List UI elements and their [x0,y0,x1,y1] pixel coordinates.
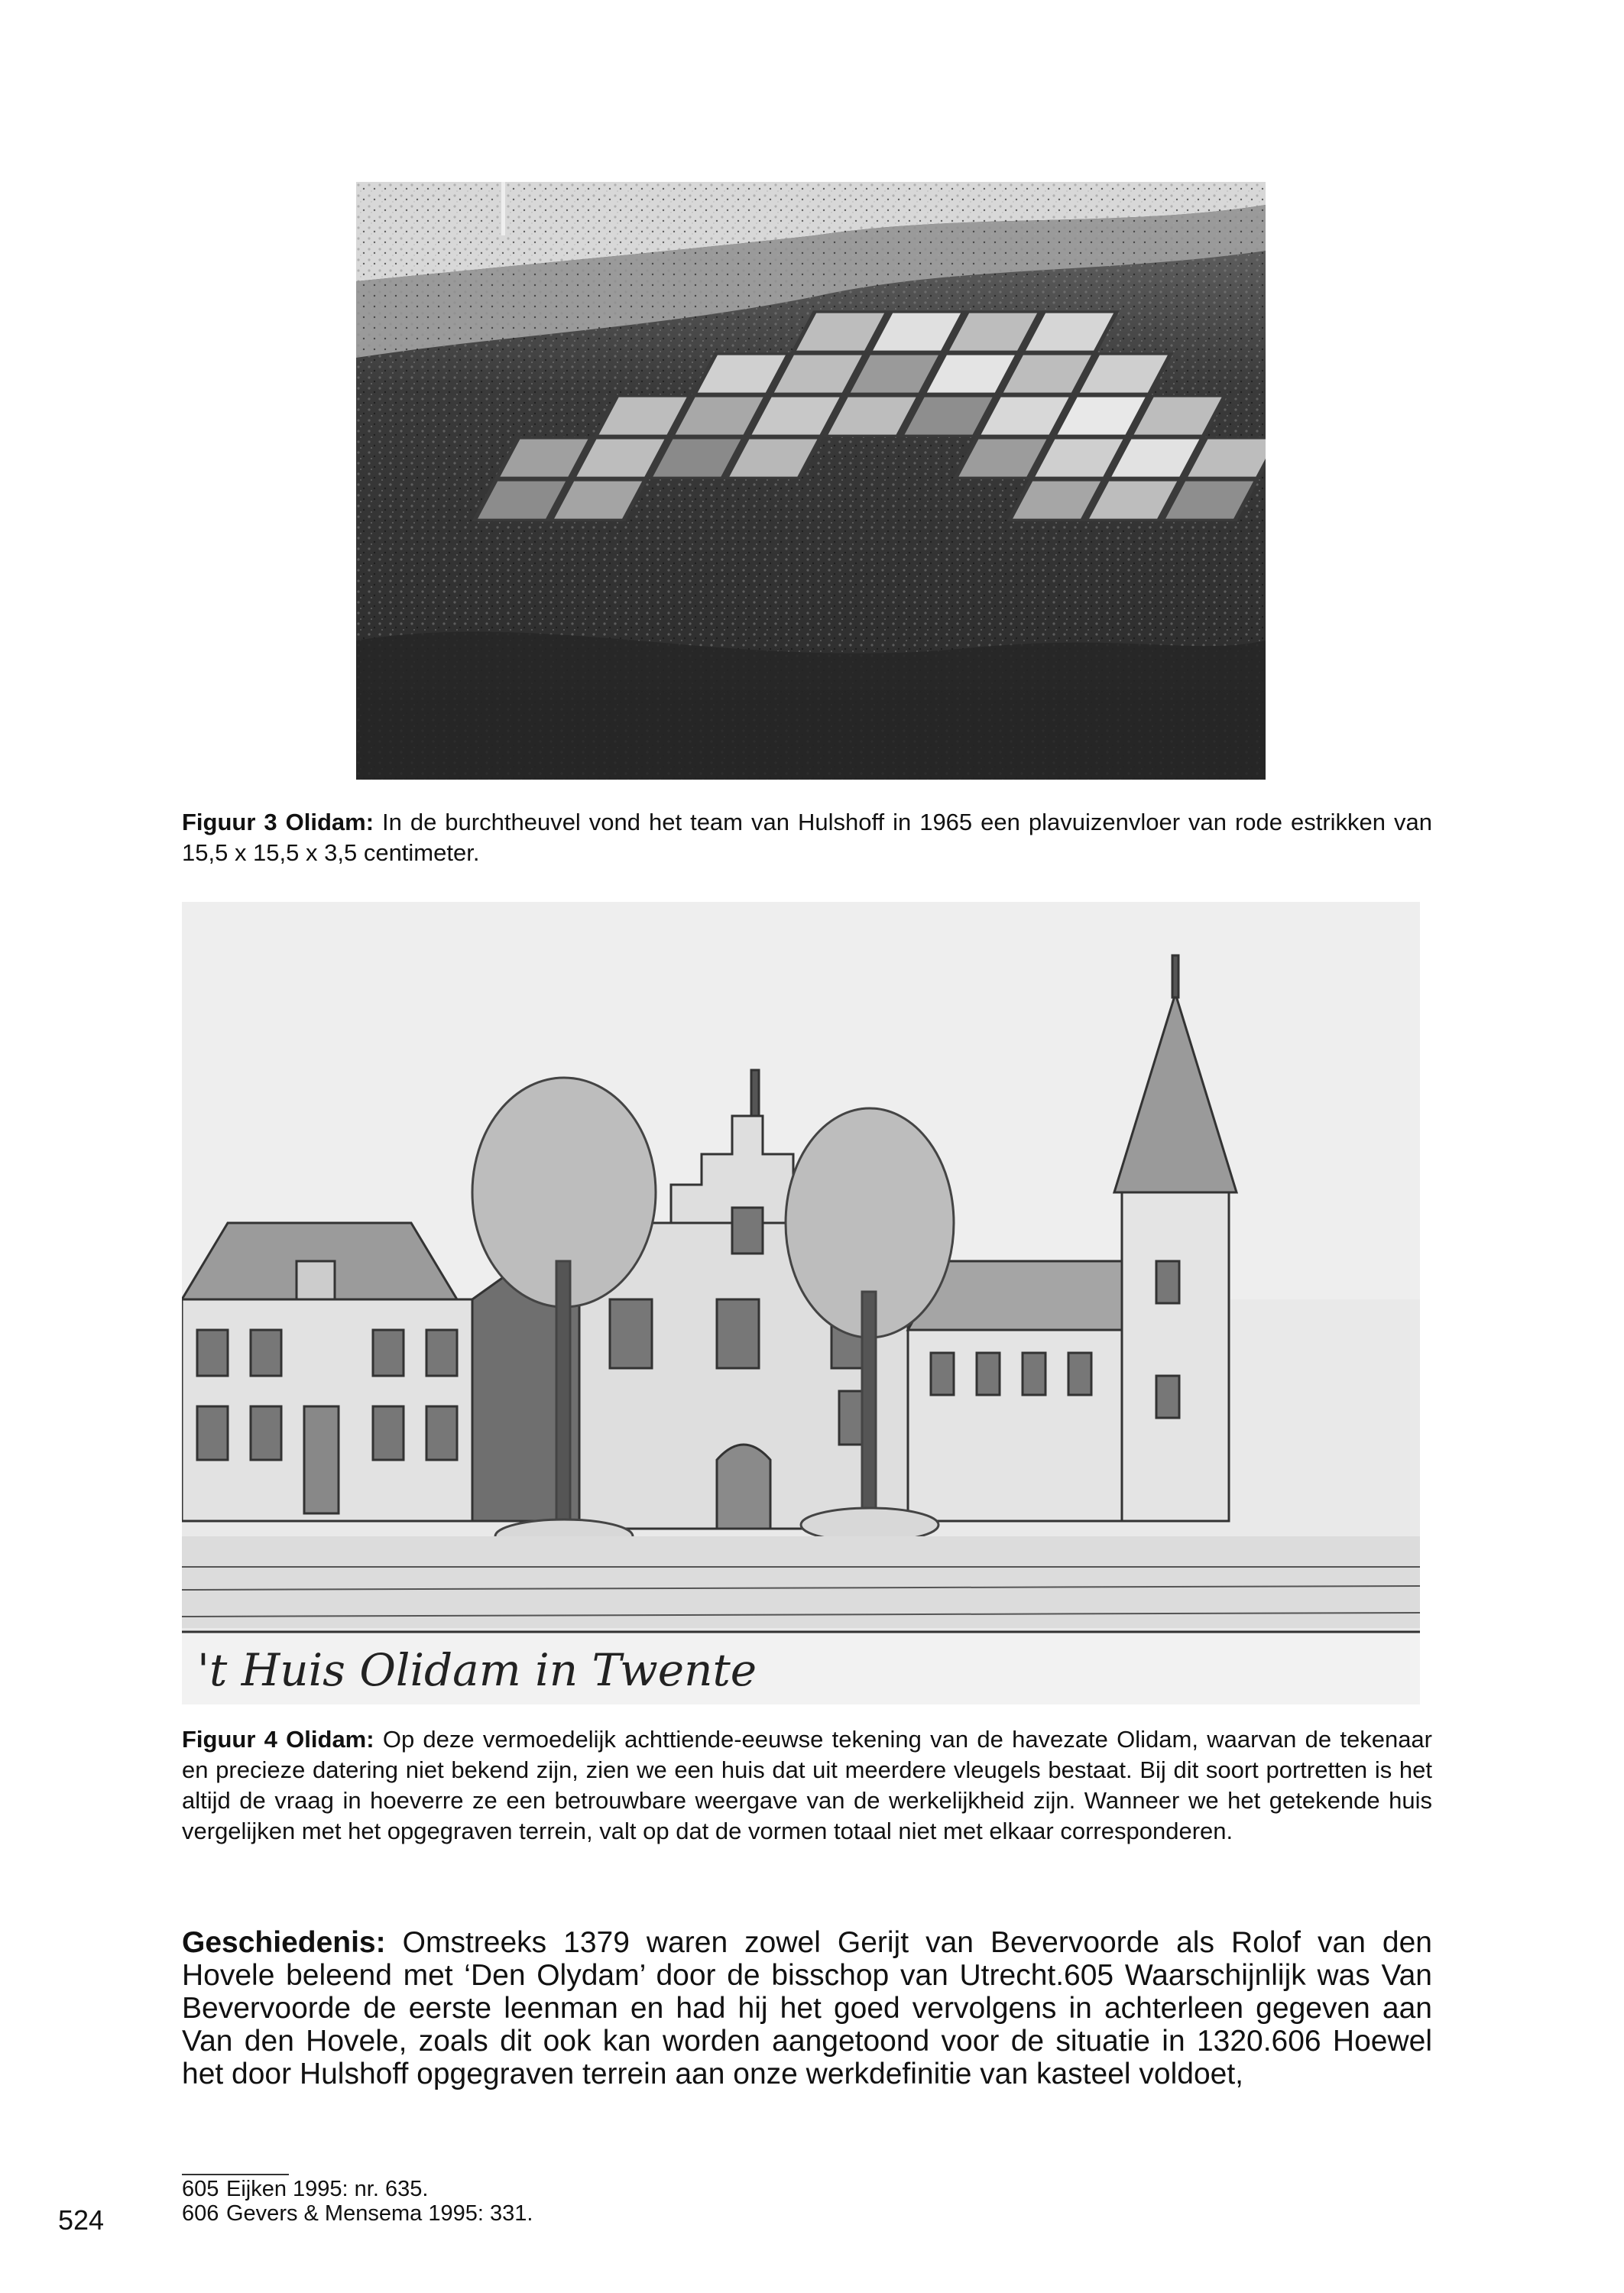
figure-3-caption [182,807,1432,868]
figure-4-caption-text: Op deze vermoedelijk achttiende-eeuwse tekening van de havezate Olidam, waarvan de tekenaar en precieze datering niet bekend zijn, zien we een huis dat uit meerdere vleugels bestaat. Bij dit soort portretten is het altijd de vraag in hoeverre ze een betrouwbare weergave van de werkelijkheid zijn. Wanneer we het getekende huis vergelijken met het opgegraven terrein, valt op dat de vormen totaal niet met elkaar corresponderen. [182,1726,1432,1844]
footnote-text: Eijken 1995: nr. 635. [226,2177,429,2201]
footnote-number: 605 [182,2177,219,2201]
body-paragraph [182,1926,1432,2090]
footnote-605 [182,2177,428,2201]
figure-3-caption-text: In de burchtheuvel vond het team van Hulshoff in 1965 een plavuizenvloer van rode estrikken van 15,5 x 15,5 x 3,5 centimeter. [182,809,1432,866]
page-number: 524 [58,2204,105,2236]
footnote-rule [182,2174,289,2175]
footnote-number: 606 [182,2201,219,2226]
figure-4-caption [182,1724,1432,1847]
excavation-photo [356,182,1266,780]
body-text: Omstreeks 1379 waren zowel Gerijt van Bevervoorde als Rolof van den Hovele beleend met ‘Den Olydam’ door de bisschop van Utrecht.605 Waarschijnlijk was Van Bevervoorde de eerste leenman en had hij het goed vervolgens in achterleen gegeven aan Van den Hovele, zoals dit ook kan worden aangetoond voor de situatie in 1320.606 Hoewel het door Hulshoff opgegraven terrein aan onze werkdefinitie van kasteel voldoet, [182,1926,1432,2090]
figure-3-label: Figuur 3 Olidam: [182,809,374,835]
section-heading: Geschiedenis: [182,1926,386,1959]
footnote-606 [182,2201,533,2226]
olidam-drawing [182,902,1420,1704]
figure-4-label: Figuur 4 Olidam: [182,1726,374,1753]
footnote-text: Gevers & Mensema 1995: 331. [226,2201,533,2226]
drawing-handwritten-title: 't Huis Olidam in Twente [197,1644,757,1696]
